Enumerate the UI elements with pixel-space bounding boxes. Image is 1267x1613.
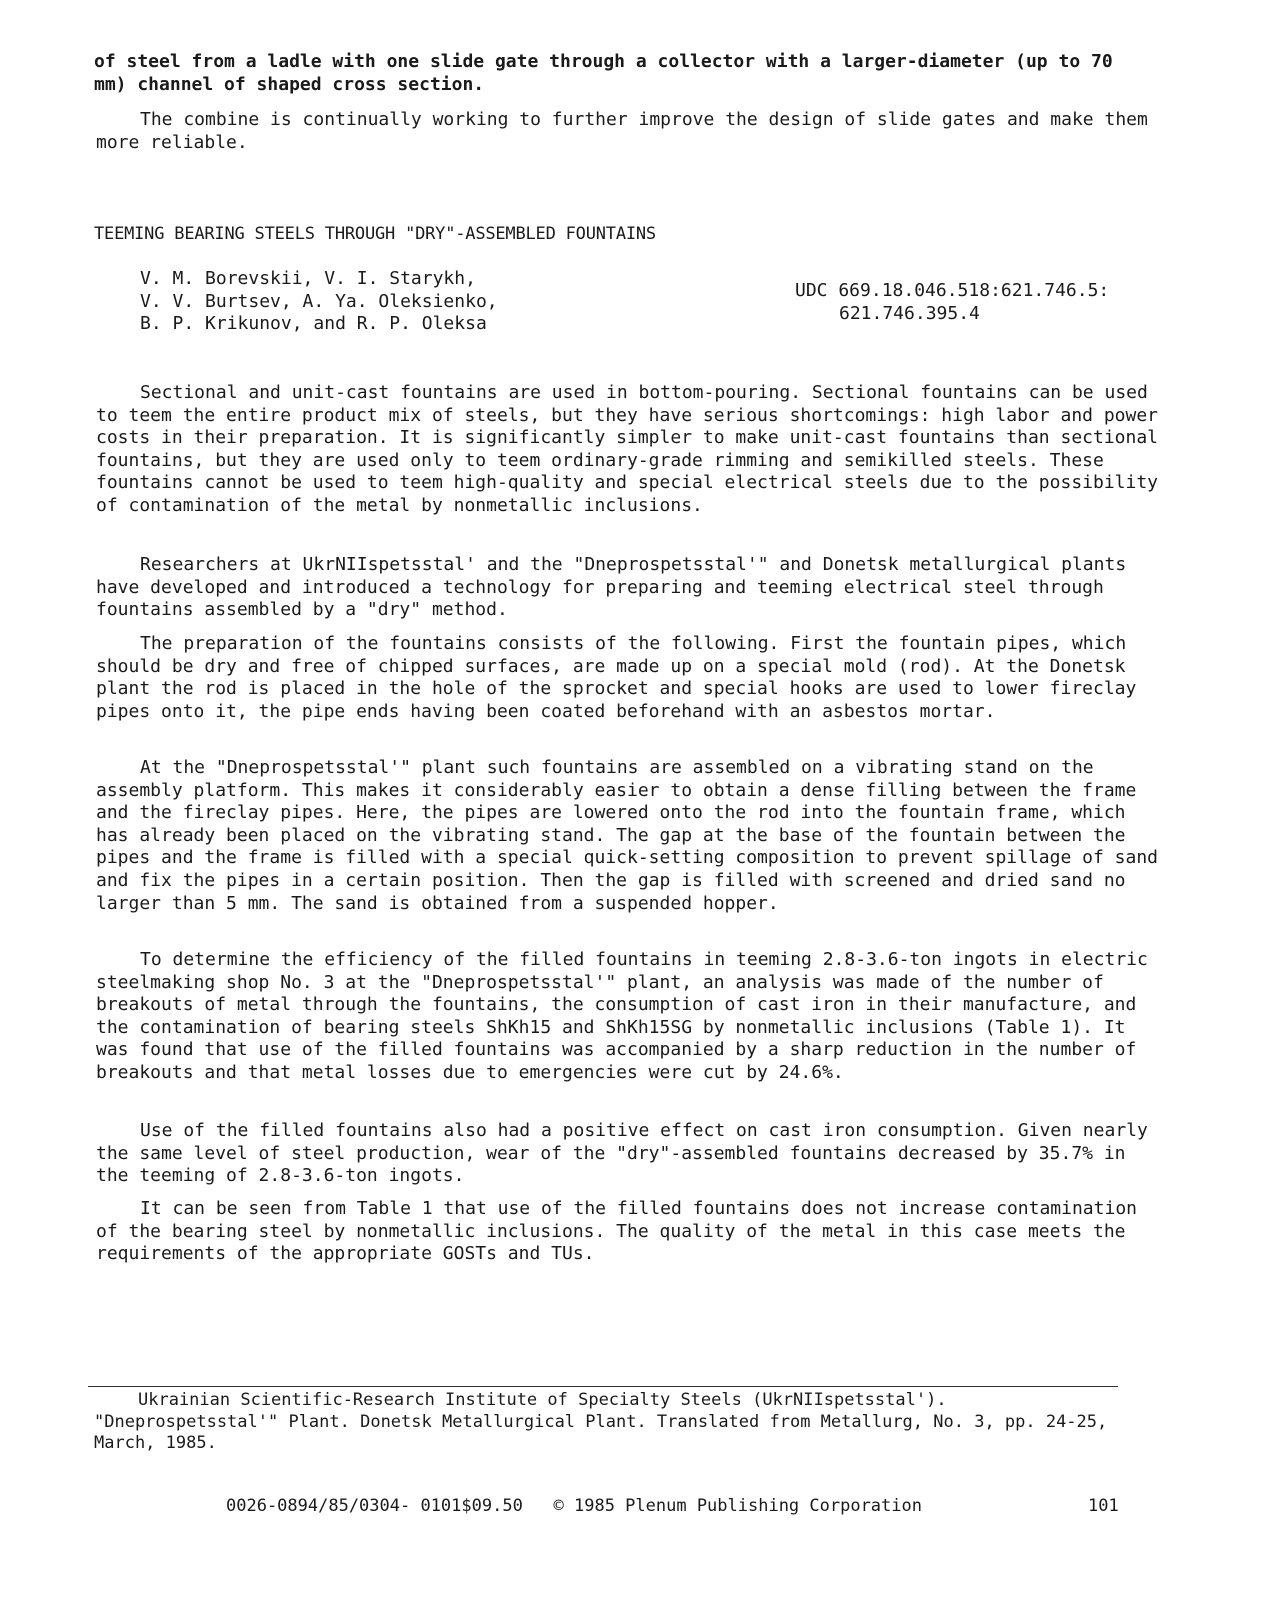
body-paragraph: Use of the filled fountains also had a positive effect on cast iron consumption. Given nearly the same level of steel production, wear of the "dry"-assembled fountains decreased by 35.7% in the teeming of 2.8-3.6-ton ingots. [96, 1120, 1148, 1187]
intro-continuation: of steel from a ladle with one slide gate through a collector with a larger-diameter (up to 70 mm) channel of shaped cross section. [94, 51, 1124, 95]
footnote [94, 1390, 1134, 1455]
udc-line: UDC 669.18.046.518:621.746.5: [795, 280, 1110, 301]
author-line: B. P. Krikunov, and R. P. Oleksa [140, 313, 487, 335]
body-paragraph: At the "Dneprospetsstal'" plant such fountains are assembled on a vibrating stand on the assembly platform. This makes it considerably easier to obtain a dense filling between the frame and the fireclay pipes. Here, the pipes are lowered onto the rod into the fountain frame, which has already been placed on the vibrating stand. The gap at the base of the fountain between the pipes and the frame is filled with a special quick-setting composition to prevent spillage of sand and fix the pipes in a certain position. Then the gap is filled with screened and dried sand no larger than 5 mm. The sand is obtained from a suspended hopper. [96, 757, 1159, 914]
udc-classification [795, 280, 1109, 325]
body-paragraph: The preparation of the fountains consists of the following. First the fountain pipes, which should be dry and free of chipped surfaces, are made up on a special mold (rod). At the Donetsk plant the rod is placed in the hole of the sprocket and special hooks are used to lower fireclay pipes onto it, the pipe ends having been coated beforehand with an asbestos mortar. [96, 633, 1137, 722]
copyright-notice: © 1985 Plenum Publishing Corporation [553, 1496, 922, 1516]
udc-line: 621.746.395.4 [839, 302, 980, 324]
body-paragraph: To determine the efficiency of the filled fountains in teeming 2.8-3.6-ton ingots in electric steelmaking shop No. 3 at the "Dneprospetsstal'" plant, an analysis was made of the number of breakouts of metal through the fountains, the consumption of cast iron in their manufacture, and the contamination of bearing steels ShKh15 and ShKh15SG by nonmetallic inclusions (Table 1). It was found that use of the filled fountains was accompanied by a sharp reduction in the number of breakouts and that metal losses due to emergencies were cut by 24.6%. [96, 949, 1148, 1083]
author-list [140, 268, 498, 336]
author-line: V. M. Borevskii, V. I. Starykh, [140, 268, 476, 289]
page-number: 101 [1088, 1496, 1119, 1516]
body-paragraph: Researchers at UkrNIIspetsstal' and the "Dneprospetsstal'" and Donetsk metallurgical plants have developed and introduced a technology for preparing and teeming electrical steel through fountains assembled by a "dry" method. [96, 554, 1127, 621]
body-paragraph: Sectional and unit-cast fountains are used in bottom-pouring. Sectional fountains can be used to teem the entire product mix of steels, but they have serious shortcomings: high labor and power costs in their preparation. It is significantly simpler to make unit-cast fountains than sectional fountains, but they are used only to teem ordinary-grade rimming and semikilled steels. These fountains cannot be used to teem high-quality and special electrical steels due to the possibility of contamination of the metal by nonmetallic inclusions. [96, 382, 1159, 516]
footnote-rule [88, 1386, 1118, 1387]
author-line: V. V. Burtsev, A. Ya. Oleksienko, [140, 290, 498, 312]
publication-info [226, 1496, 922, 1516]
footnote-line: "Dneprospetsstal'" Plant. Donetsk Metallurgical Plant. Translated from Metallurg, No. 3, pp. 24-25, March, 1985. [94, 1411, 1108, 1454]
article-title: TEEMING BEARING STEELS THROUGH "DRY"-ASSEMBLED FOUNTAINS [94, 224, 656, 244]
body-paragraph: It can be seen from Table 1 that use of the filled fountains does not increase contamination of the bearing steel by nonmetallic inclusions. The quality of the metal in this case meets the requirements of the appropriate GOSTs and TUs. [96, 1198, 1137, 1265]
intro-paragraph: The combine is continually working to further improve the design of slide gates and make them more reliable. [96, 109, 1148, 153]
footnote-line: Ukrainian Scientific-Research Institute of Specialty Steels (UkrNIIspetsstal'). [138, 1390, 947, 1410]
article-code: 0026-0894/85/0304- 0101$09.50 [226, 1496, 523, 1516]
